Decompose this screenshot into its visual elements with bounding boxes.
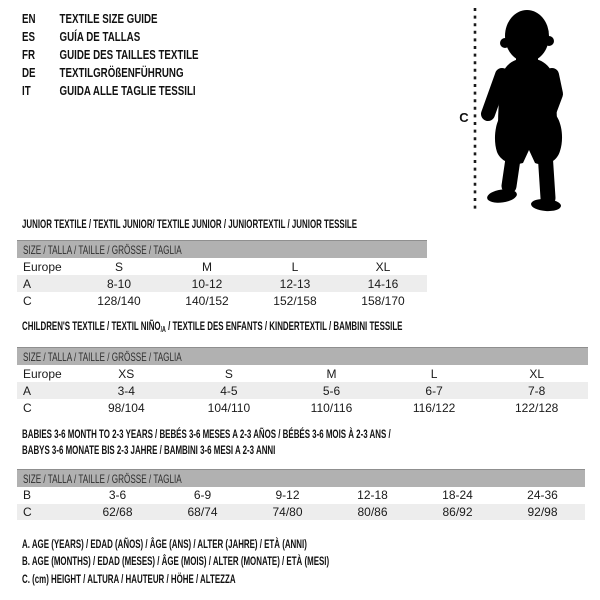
- table-cell: 18-24: [442, 488, 473, 503]
- table-cell: 4-5: [220, 383, 238, 398]
- children-size-table: [17, 347, 588, 416]
- legend-line-b: B. AGE (MONTHS) / EDAD (MESES) / ÂGE (MOIS) / ALTER (MONATE) / ETÀ (MESI): [22, 554, 330, 569]
- children-row-c: [17, 399, 588, 416]
- babies-title-line1: BABIES 3-6 MONTH TO 2-3 YEARS / BEBÉS 3-6 MESES A 2-3 AÑOS / BÉBÉS 3-6 MOIS À 2-3 ANS /: [22, 427, 391, 441]
- table-cell: M: [202, 259, 212, 274]
- table-cell: 8-10: [106, 276, 132, 291]
- size-header-label: SIZE / TALLA / TAILLE / GRÖSSE / TAGLIA: [23, 242, 182, 257]
- table-cell: 7-8: [528, 383, 546, 398]
- children-title-post: / TEXTILE DES ENFANTS / KINDERTEXTIL / BAMBINI TESSILE: [165, 319, 403, 333]
- table-cell: 158/170: [361, 293, 405, 308]
- junior-table-title: JUNIOR TEXTILE / TEXTIL JUNIOR/ TEXTILE JUNIOR / JUNIORTEXTIL / JUNIOR TESSILE: [22, 217, 358, 231]
- legend-line-c: C. (cm) HEIGHT / ALTURA / HAUTEUR / HÖHE / ALTEZZA: [22, 571, 236, 586]
- children-title-subscript: /A: [160, 325, 166, 334]
- babies-row-c: [17, 504, 585, 521]
- table-cell: 5-6: [322, 383, 341, 398]
- table-cell: 128/140: [97, 293, 141, 308]
- language-code: EN: [22, 10, 36, 26]
- language-title: GUIDE DES TAILLES TEXTILE: [59, 46, 199, 62]
- row-label: Europe: [23, 366, 62, 381]
- table-cell: 140/152: [185, 293, 229, 308]
- children-row-europe: [17, 365, 588, 382]
- language-line-es: [22, 27, 199, 45]
- table-cell: S: [224, 366, 233, 381]
- language-line-fr: [22, 45, 199, 63]
- table-cell: 68/74: [187, 504, 218, 519]
- table-cell: 14-16: [367, 276, 399, 291]
- babies-table-title: [22, 426, 391, 458]
- table-cell: 6-7: [425, 383, 443, 398]
- table-cell: S: [114, 259, 123, 274]
- table-cell: 6-9: [193, 488, 212, 503]
- table-cell: 98/104: [107, 400, 145, 415]
- junior-size-header-row: [17, 240, 427, 258]
- junior-row-a: [17, 275, 427, 292]
- row-label: A: [23, 276, 32, 291]
- table-cell: 152/158: [273, 293, 317, 308]
- junior-size-table: [17, 240, 427, 309]
- children-title-pre: CHILDREN'S TEXTILE / TEXTIL NIÑO: [22, 319, 161, 333]
- table-cell: 80/86: [357, 504, 388, 519]
- table-cell: 74/80: [272, 504, 303, 519]
- language-line-de: [22, 63, 199, 81]
- table-cell: 62/68: [102, 504, 133, 519]
- table-cell: 12-18: [357, 488, 388, 503]
- table-cell: L: [291, 259, 299, 274]
- row-label: C: [23, 400, 32, 415]
- row-label: C: [23, 293, 32, 308]
- table-cell: 122/128: [514, 400, 559, 415]
- table-cell: XS: [118, 366, 135, 381]
- babies-title-line2: BABYS 3-6 MONATE BIS 2-3 JAHRE / BAMBINI 3-6 MESI A 2-3 ANNI: [22, 443, 276, 457]
- table-cell: 9-12: [275, 488, 300, 503]
- language-title: TEXTILE SIZE GUIDE: [59, 10, 158, 26]
- junior-row-c: [17, 292, 427, 309]
- language-title-list: [22, 9, 257, 99]
- legend-line-a: A. AGE (YEARS) / EDAD (AÑOS) / ÂGE (ANS) / ALTER (JAHRE) / ETÀ (ANNI): [22, 537, 307, 551]
- table-cell: 10-12: [191, 276, 223, 291]
- table-cell: 86/92: [442, 504, 473, 519]
- children-table-title: [22, 318, 402, 338]
- table-cell: 104/110: [207, 400, 251, 415]
- baby-figure-svg: [440, 0, 600, 230]
- table-cell: 116/122: [412, 400, 456, 415]
- measurement-figure: [440, 0, 600, 230]
- table-cell: M: [326, 366, 337, 381]
- babies-row-b: [17, 487, 585, 504]
- row-label: B: [23, 488, 32, 503]
- table-cell: 3-6: [108, 488, 127, 503]
- children-row-a: [17, 382, 588, 399]
- babies-size-table: [17, 469, 585, 520]
- row-label: A: [23, 383, 32, 398]
- table-cell: 92/98: [527, 504, 558, 519]
- table-cell: L: [430, 366, 438, 381]
- language-title: GUÍA DE TALLAS: [59, 28, 141, 44]
- language-code: ES: [22, 28, 36, 44]
- table-cell: XL: [529, 366, 545, 381]
- junior-row-europe: [17, 258, 427, 275]
- language-title: TEXTILGRÖßENFÜHRUNG: [59, 64, 184, 80]
- babies-size-header-row: [17, 469, 585, 487]
- language-code: FR: [22, 46, 36, 62]
- row-label: C: [23, 504, 32, 519]
- table-cell: 24-36: [527, 488, 558, 503]
- baby-silhouette-icon: [486, 10, 562, 212]
- language-line-en: [22, 9, 199, 27]
- height-label-c: C: [459, 110, 469, 125]
- language-code: IT: [22, 82, 31, 98]
- size-header-label: SIZE / TALLA / TAILLE / GRÖSSE / TAGLIA: [23, 471, 182, 486]
- table-cell: 12-13: [279, 276, 311, 291]
- table-cell: XL: [375, 259, 391, 274]
- language-line-it: [22, 81, 199, 99]
- size-header-label: SIZE / TALLA / TAILLE / GRÖSSE / TAGLIA: [23, 349, 182, 364]
- language-title: GUIDA ALLE TAGLIE TESSILI: [59, 82, 196, 98]
- row-label: Europe: [23, 259, 62, 274]
- children-size-header-row: [17, 347, 588, 365]
- language-code: DE: [22, 64, 36, 80]
- table-cell: 3-4: [117, 383, 135, 398]
- measurement-legend: [22, 536, 329, 588]
- table-cell: 110/116: [310, 400, 353, 415]
